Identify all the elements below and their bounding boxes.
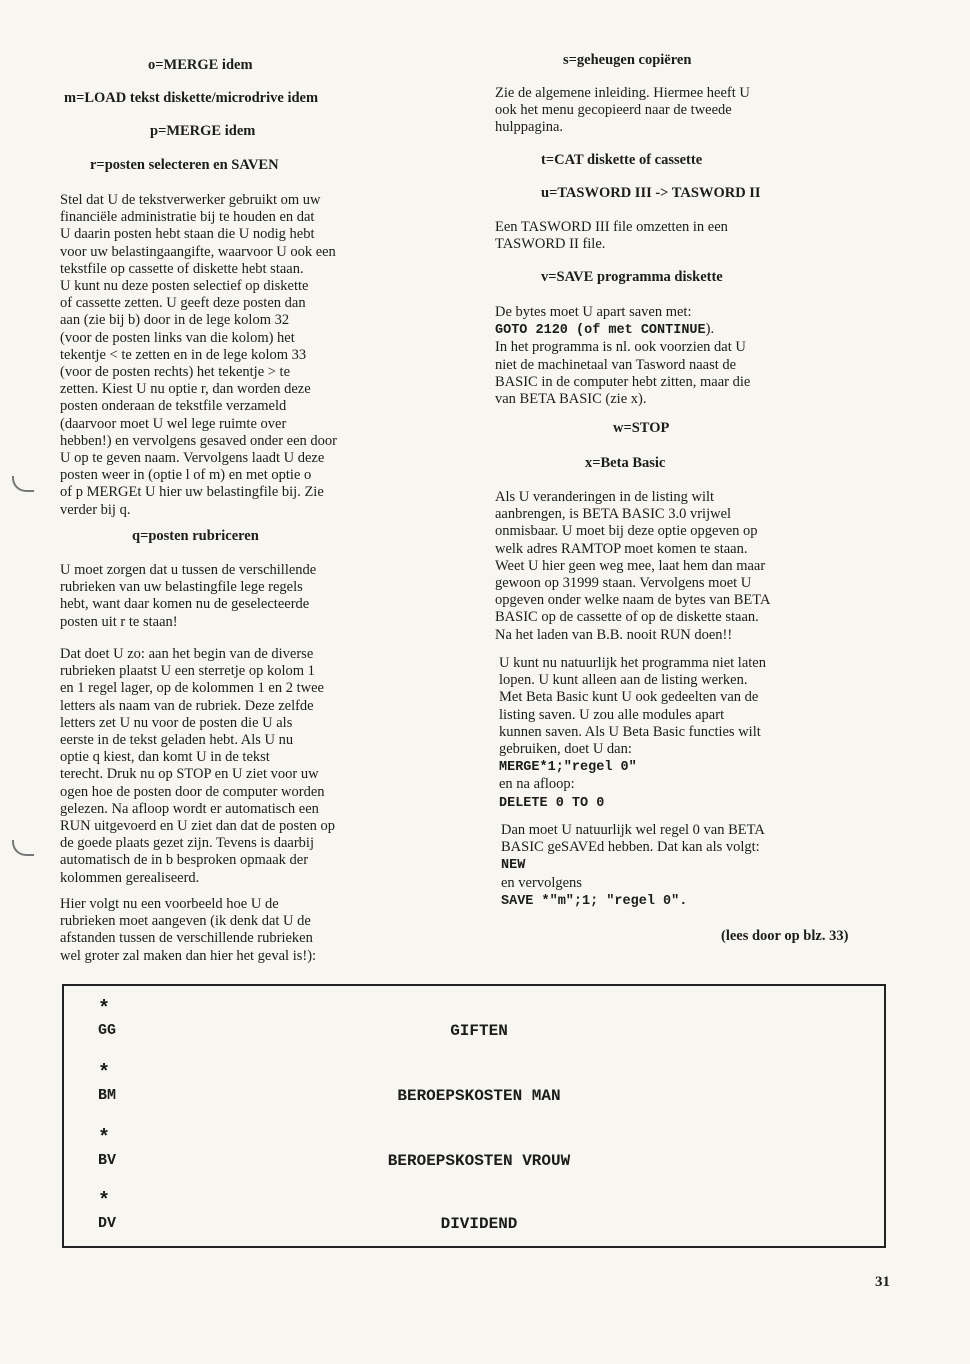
rubriek-code: BM (98, 1087, 117, 1104)
paragraph-x-continued (499, 655, 875, 812)
paragraph-save-beta (501, 822, 875, 910)
paragraph-v (495, 304, 875, 408)
paragraph-q-howto: Dat doet U zo: aan het begin van de diverse rubrieken plaatst U een sterretje op kolom 1 en 1 regel lager, op de kolommen 1 en 2 twee letters als naam van de rubriek. Deze zelfde letters zet U nu voor de posten die U als eerste in de tekst geladen hebt. Als U nu optie q kiest, dan komt U in de tekst terecht. Druk nu op STOP en U ziet voor uw ogen hoe de posten door de computer worden gelezen. Na afloop wordt er automatisch een RUN uitgevoerd en U ziet dan dat de posten op de goede plaats gezet zijn. Tevens is daarbij automatisch de in b besproken opmaak der kolommen gerealiseerd. (60, 646, 336, 886)
rubriek-name: DIVIDEND (440, 1215, 518, 1233)
heading-q-posten: q=posten rubriceren (132, 528, 259, 544)
continue-keyword: CONTINUE (640, 323, 706, 339)
heading-t-cat: t=CAT diskette of cassette (541, 152, 703, 168)
rubriek-star: * (98, 1127, 111, 1150)
page-number: 31 (875, 1274, 890, 1290)
heading-s-geheugen: s=geheugen copiëren (563, 52, 692, 68)
margin-mark (12, 840, 34, 856)
margin-mark (12, 476, 34, 492)
save-beta-text: Dan moet U natuurlijk wel regel 0 van BETA BASIC geSAVEd hebben. Dat kan als volgt: (501, 822, 765, 856)
heading-u-tasword: u=TASWORD III -> TASWORD II (541, 185, 761, 201)
rubriek-star: * (98, 1062, 111, 1085)
paragraph-q-intro: U moet zorgen dat u tussen de verschillende rubrieken van uw belastingfile lege regels hebt, want daar komen nu de geselecteerde posten uit r te staan! (60, 562, 317, 630)
paragraph-example-intro: Hier volgt nu een voorbeeld hoe U de rubrieken moet aangeven (ik denk dat U de afstanden tussen de verschillende rubrieken wel groter zal maken dan hier het geval is!): (60, 896, 317, 964)
rubriek-star: * (98, 998, 111, 1021)
save-code: SAVE *"m";1; "regel 0". (501, 893, 688, 909)
goto-code: GOTO 2120 (of met (495, 323, 641, 339)
rubriek-name: BEROEPSKOSTEN MAN (397, 1087, 561, 1105)
rubriek-star: * (98, 1190, 111, 1213)
v-intro: De bytes moet U apart saven met: (495, 304, 692, 320)
rubriek-name: BEROEPSKOSTEN VROUW (387, 1152, 571, 1170)
paragraph-x: Als U veranderingen in de listing wilt aanbrengen, is BETA BASIC 3.0 vrijwel onmisbaar. U moet bij deze optie opgeven op welk adres RAMTOP moet komen te staan. Weet U hier geen weg mee, laat hem dan maar gewoon op 31999 staan. Vervolgens moet U opgeven onder welke naam de bytes van BETA BASIC op de cassette of op de diskette staan. Na het laden van B.B. nooit RUN doen!! (495, 489, 771, 643)
continue-note: (lees door op blz. 33) (721, 928, 849, 944)
example-rubrieken-box (62, 984, 886, 1248)
paragraph-r-description: Stel dat U de tekstverwerker gebruikt om uw financiële administratie bij te houden en dat U daarin posten hebt staan die U nodig hebt voor uw belastingaangifte, waarvoor U ook een tekstfile op cassette of diskette hebt staan. U kunt nu deze posten selectief op diskette of cassette zetten. U geeft deze posten dan aan (zie bij b) door in de lege kolom 32 (voor de posten links van die kolom) het tekentje < te zetten en in de lege kolom 33 (voor de posten rechts) het tekentje > te zetten. Kiest U nu optie r, dan worden deze posten onderaan de tekstfile verzameld (daarvoor moet U wel lege ruimte over hebben!) en vervolgens gesaved onder een door U op te geven naam. Vervolgens laadt U deze posten weer in (optie l of m) en met optie o of p MERGEt U hier uw belastingfile bij. Zie verder bij q. (60, 192, 338, 518)
after-merge-text: en na afloop: (499, 776, 575, 793)
heading-m-load: m=LOAD tekst diskette/microdrive idem (64, 90, 319, 106)
new-code: NEW (501, 858, 526, 874)
rubriek-name: GIFTEN (450, 1022, 508, 1040)
merge-code: MERGE*1;"regel 0" (499, 760, 637, 776)
heading-p-merge: p=MERGE idem (150, 123, 256, 139)
x-cont-text: U kunt nu natuurlijk het programma niet laten lopen. U kunt alleen aan de listing werken. Met Beta Basic kunt U ook gedeelten van de listing saven. U zou alle modules apart kunnen saven. Als U Beta Basic functies wilt gebruiken, doet U dan: (499, 655, 766, 758)
rubriek-code: BV (98, 1152, 117, 1169)
heading-r-posten: r=posten selecteren en SAVEN (90, 157, 279, 173)
heading-v-save: v=SAVE programma diskette (541, 269, 723, 285)
paragraph-s: Zie de algemene inleiding. Hiermee heeft U ook het menu gecopieerd naar de tweede hulppagina. (495, 85, 750, 136)
heading-x-beta-basic: x=Beta Basic (585, 455, 666, 471)
paragraph-u: Een TASWORD III file omzetten in een TASWORD II file. (495, 219, 728, 253)
v-close-paren: ). (705, 321, 715, 338)
rubriek-code: DV (98, 1215, 117, 1232)
heading-o-merge: o=MERGE idem (148, 57, 253, 73)
heading-w-stop: w=STOP (613, 420, 670, 436)
then-text: en vervolgens (501, 874, 582, 891)
v-body: In het programma is nl. ook voorzien dat U niet de machinetaal van Tasword naast de BASIC in de computer hebt zitten, maar die van BETA BASIC (zie x). (495, 339, 751, 408)
delete-code: DELETE 0 TO 0 (499, 795, 605, 811)
rubriek-code: GG (98, 1022, 117, 1039)
